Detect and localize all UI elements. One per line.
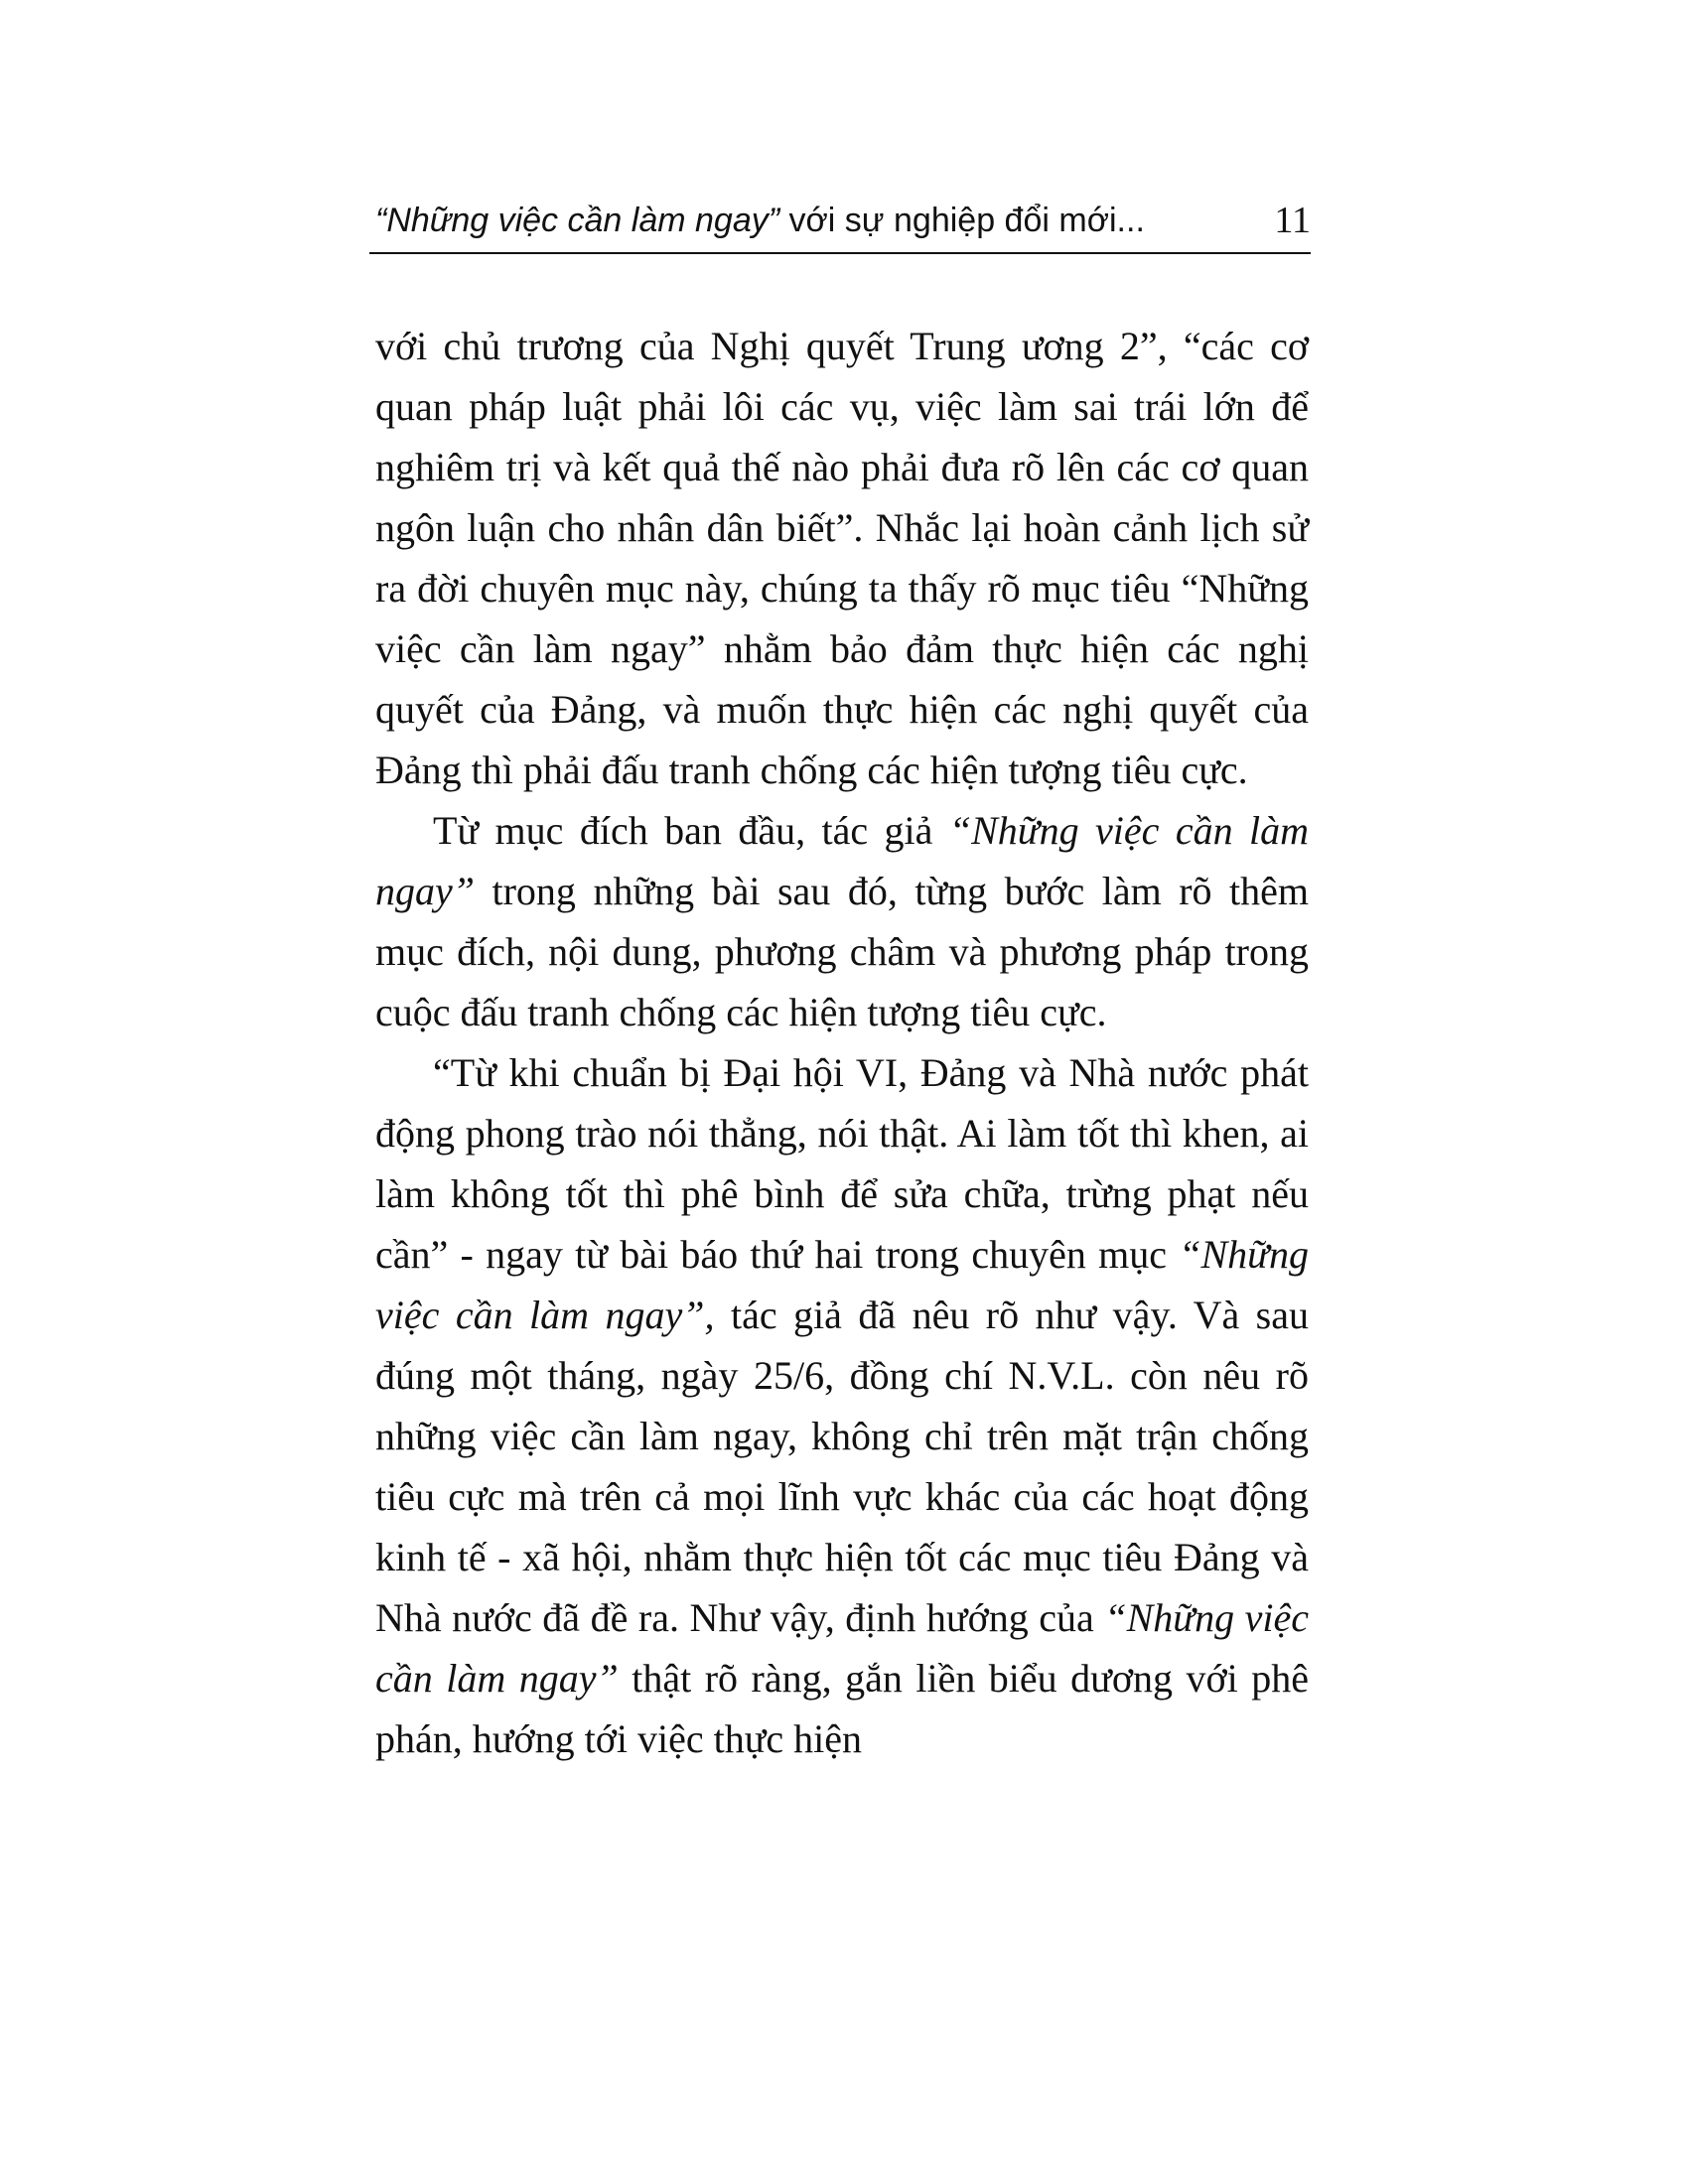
paragraph-3-text: “Từ khi chuẩn bị Đại hội VI, Đảng và Nhà nước phát động phong trào nói thẳng, nói thật. Ai làm tốt thì khen, ai làm không tốt thì phê bình để sửa chữa, trừng phạt nếu cần” - ngay từ bài báo thứ hai trong chuyên mục xyxy=(375,1050,1309,1277)
paragraph-2-italic-title: “Những việc cần làm ngay” xyxy=(375,808,1309,913)
paragraph-3-italic-title: “Những việc cần làm ngay”, xyxy=(375,1232,1309,1337)
header-title-rest: với sự nghiệp đổi mới... xyxy=(779,202,1145,239)
running-header xyxy=(369,195,1311,254)
paragraph-1 xyxy=(375,316,1309,800)
body-text xyxy=(375,316,1309,1769)
paragraph-3 xyxy=(375,1042,1309,1769)
paragraph-1-text: với chủ trương của Nghị quyết Trung ương 2”, “các cơ quan pháp luật phải lôi các vụ, việc làm sai trái lớn để nghiêm trị và kết quả thế nào phải đưa rõ lên các cơ quan ngôn luận cho nhân dân biết”. Nhắc lại hoàn cảnh lịch sử ra đời chuyên mục này, chúng ta thấy rõ mục tiêu “Những việc cần làm ngay” nhằm bảo đảm thực hiện các nghị quyết của Đảng, và muốn thực hiện các nghị quyết của Đảng thì phải đấu tranh chống các hiện tượng tiêu cực. xyxy=(375,324,1309,792)
header-title xyxy=(375,195,1145,246)
paragraph-3-italic-title-2: “Những việc cần làm ngay” xyxy=(375,1595,1309,1701)
paragraph-3-text-cont: tác giả đã nêu rõ như vậy. Và sau đúng một tháng, ngày 25/6, đồng chí N.V.L. còn nêu rõ những việc cần làm ngay, không chỉ trên mặt trận chống tiêu cực mà trên cả mọi lĩnh vực khác của các hoạt động kinh tế - xã hội, nhằm thực hiện tốt các mục tiêu Đảng và Nhà nước đã đề ra. Như vậy, định hướng của xyxy=(375,1293,1309,1640)
page-number: 11 xyxy=(1274,200,1311,241)
paragraph-3-text-end: thật rõ ràng, gắn liền biểu dương với phê phán, hướng tới việc thực hiện xyxy=(375,1656,1310,1761)
header-title-italic: “Những việc cần làm ngay” xyxy=(375,202,780,239)
paragraph-2 xyxy=(375,800,1309,1042)
paragraph-2-text: Từ mục đích ban đầu, tác giả xyxy=(433,808,949,853)
paragraph-2-text-cont: trong những bài sau đó, từng bước làm rõ thêm mục đích, nội dung, phương châm và phương pháp trong cuộc đấu tranh chống các hiện tượng tiêu cực. xyxy=(375,869,1309,1034)
